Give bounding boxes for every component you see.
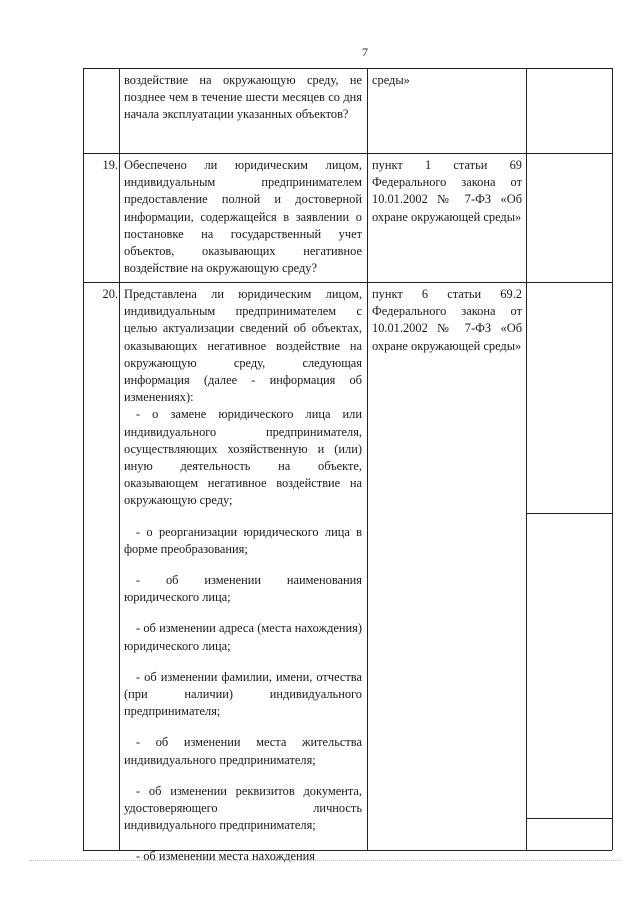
reference-text: пункт 6 статьи 69.2 Федерального закона от 10.01.2002 № 7-ФЗ «Об охране окружающей среды» xyxy=(372,287,522,353)
page-number: 7 xyxy=(362,45,368,59)
reference-text: среды» xyxy=(372,73,410,87)
row-divider-1 xyxy=(83,153,612,154)
question-item: - об изменении наименования юридического лица; xyxy=(124,573,362,605)
question-item: - об изменении фамилии, имени, отчества (при наличии) индивидуального предпринимателя; xyxy=(124,669,362,719)
question-item: - об изменении места нахождения xyxy=(136,849,316,864)
question-item: - о реорганизации юридического лица в форме преобразования; xyxy=(124,524,362,556)
row-divider-2 xyxy=(83,282,612,283)
question-text: воздействие на окружающую среду, не позднее чем в течение шести месяцев со дня начала эксплуатации указанных объектов? xyxy=(124,73,362,122)
table-row-continuation-question xyxy=(124,72,362,124)
column-divider-2 xyxy=(367,68,368,850)
question-item: - об изменении адреса (места нахождения) юридического лица; xyxy=(124,621,362,653)
question-item: - об изменении места жительства индивидуального предпринимателя; xyxy=(124,735,362,767)
reference-text: пункт 1 статьи 69 Федерального закона от 10.01.2002 № 7-ФЗ «Об охране окружающей среды» xyxy=(372,158,522,224)
question-item: - о замене юридического лица или индивидуального предпринимателя, осуществляющих хозяйственную и (или) иную деятельность на объекте, оказывающем негативное воздействие на окружающую среду; xyxy=(124,407,362,508)
scan-artifact-dotted-line xyxy=(30,860,620,862)
checkbox-column-divider xyxy=(526,513,612,514)
table-border-left xyxy=(83,68,84,850)
table-border-right xyxy=(612,68,613,850)
table-row-19-question xyxy=(124,157,362,277)
question-item: - об изменении реквизитов документа, удостоверяющего личность индивидуального предпринимателя; xyxy=(124,783,362,833)
table-border-top xyxy=(83,68,612,69)
row-number: 20. xyxy=(102,287,118,301)
question-text: Представлена ли юридическим лицом, индивидуальным предпринимателем с целью актуализации сведений об объектах, оказывающих негативное воздействие на окружающую среду, следующая информация (далее - информация об изменениях): xyxy=(124,287,362,405)
checkbox-column-divider xyxy=(526,818,612,819)
table-row-19-reference xyxy=(372,157,522,226)
row-number: 19. xyxy=(102,158,118,172)
question-text: Обеспечено ли юридическим лицом, индивидуальным предпринимателем предоставление полной и достоверной информации, содержащейся в заявлении о постановке на государственный учет объектов, оказывающих негативное воздействие на окружающую среду? xyxy=(124,158,362,276)
column-divider-1 xyxy=(119,68,120,850)
table-row-20-reference xyxy=(372,286,522,355)
table-row-20-question xyxy=(124,286,362,866)
table-row-continuation-reference xyxy=(372,72,522,89)
column-divider-3 xyxy=(526,68,527,850)
